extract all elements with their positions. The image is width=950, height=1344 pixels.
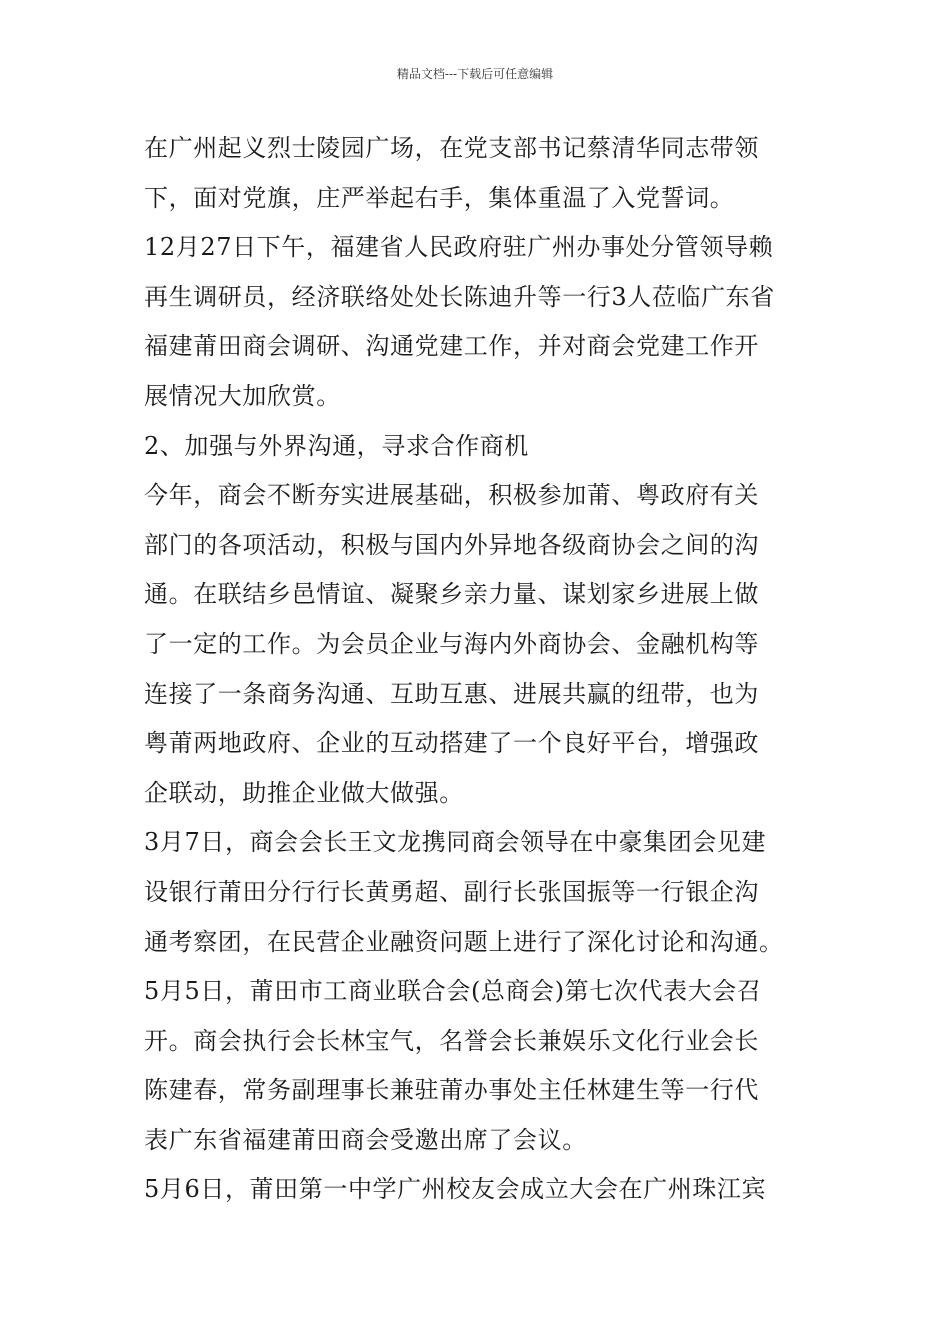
- page-header: 精品文档---下载后可任意编辑: [396, 67, 554, 81]
- text-line: 通考察团，在民营企业融资问题上进行了深化讨论和沟通。: [144, 927, 784, 956]
- text-line: 通。在联结乡邑情谊、凝聚乡亲力量、谋划家乡进展上做: [144, 580, 759, 609]
- text-line: 再生调研员，经济联络处处长陈迪升等一行3人莅临广东省: [144, 282, 775, 311]
- text-line: 陈建春，常务副理事长兼驻莆办事处主任林建生等一行代: [144, 1076, 759, 1105]
- text-line: 粤莆两地政府、企业的互动搭建了一个良好平台，增强政: [144, 729, 759, 758]
- text-line: 今年，商会不断夯实进展基础，积极参加莆、粤政府有关: [144, 481, 759, 510]
- text-line: 表广东省福建莆田商会受邀出席了会议。: [144, 1125, 587, 1154]
- section-heading: 2、加强与外界沟通，寻求合作商机: [144, 431, 529, 460]
- text-line: 5月6日，莆田第一中学广州校友会成立大会在广州珠江宾: [144, 1175, 767, 1204]
- text-line: 开。商会执行会长林宝气，名誉会长兼娱乐文化行业会长: [144, 1026, 759, 1055]
- text-line: 设银行莆田分行行长黄勇超、副行长张国振等一行银企沟: [144, 877, 759, 906]
- text-line: 企联动，助推企业做大做强。: [144, 778, 464, 807]
- document-body: [144, 124, 814, 1215]
- text-line: 12月27日下午，福建省人民政府驻广州办事处分管领导赖: [144, 233, 774, 262]
- text-line: 在广州起义烈士陵园广场，在党支部书记蔡清华同志带领: [144, 134, 759, 162]
- text-line: 展情况大加欣赏。: [144, 381, 341, 410]
- text-line: 了一定的工作。为会员企业与海内外商协会、金融机构等: [144, 629, 759, 658]
- text-line: 连接了一条商务沟通、互助互惠、进展共赢的纽带，也为: [144, 679, 759, 708]
- text-line: 3月7日，商会会长王文龙携同商会领导在中豪集团会见建: [144, 828, 767, 857]
- text-line: 部门的各项活动，积极与国内外异地各级商协会之间的沟: [144, 530, 759, 559]
- text-line: 下，面对党旗，庄严举起右手，集体重温了入党誓词。: [144, 183, 735, 212]
- text-line: 5月5日，莆田市工商业联合会(总商会)第七次代表大会召: [144, 977, 762, 1006]
- text-line: 福建莆田商会调研、沟通党建工作，并对商会党建工作开: [144, 332, 759, 361]
